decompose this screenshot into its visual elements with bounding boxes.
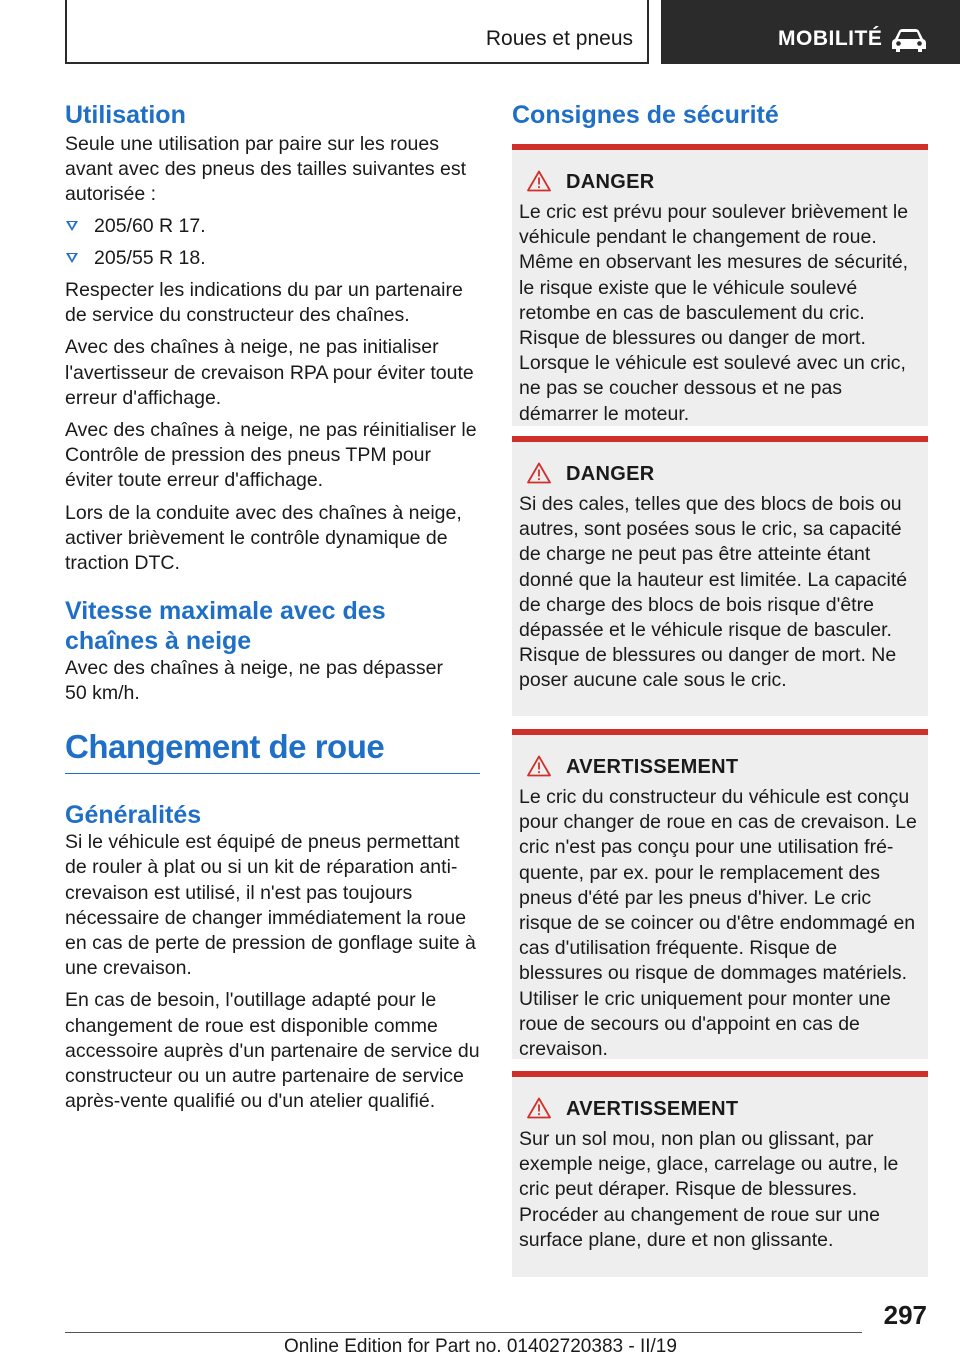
section-title: Roues et pneus bbox=[485, 27, 633, 50]
warning-triangle-icon bbox=[527, 170, 551, 192]
warning-text: Le cric du constructeur du véhicule est conçu pour changer de roue en cas de crevaison. Le cric n'est pas conçu pour une utilisation fréquente, par ex. pour le remplacement des pneus d'été par les pneus d'hiver. Le cric risque de se coincer ou d'être endommagé en cas d'utilisation fréquente. Risque de blessures ou risque de dommages matériels. Utiliser le cric uniquement pour monter une roue de secours ou d'appoint en cas de crevaison. bbox=[519, 786, 917, 1061]
triangle-bullet-icon bbox=[66, 221, 78, 231]
chapter-tab[interactable] bbox=[661, 0, 960, 64]
page-number: 297 bbox=[883, 1300, 927, 1330]
warning-box-avertissement bbox=[512, 1071, 928, 1277]
heading-consignes-securite: Consignes de sécurité bbox=[512, 101, 779, 129]
warning-title: DANGER bbox=[566, 171, 655, 193]
vitesse-line2: 50 km/h. bbox=[65, 682, 140, 705]
list-item-text: 205/60 R 17. bbox=[94, 214, 206, 237]
utilisation-intro: Seule une utilisation par paire sur les roues avant avec des pneus des tailles suivantes est autorisée : bbox=[65, 133, 467, 206]
footer-divider bbox=[65, 1332, 862, 1333]
list-item-text: 205/55 R 18. bbox=[94, 246, 206, 269]
right-column bbox=[512, 100, 928, 130]
paragraph: Avec des chaînes à neige, ne pas initialiser l'avertisseur de crevaison RPA pour éviter toute erreur d'affichage. bbox=[65, 336, 474, 409]
left-column bbox=[65, 100, 480, 1114]
list-item bbox=[65, 246, 480, 271]
warning-title: AVERTISSEMENT bbox=[566, 756, 739, 778]
warning-title: DANGER bbox=[566, 463, 655, 485]
heading-vitesse-line2: chaînes à neige bbox=[65, 627, 252, 656]
heading-utilisation: Utilisation bbox=[65, 101, 186, 129]
warning-triangle-icon bbox=[527, 1097, 551, 1119]
car-icon bbox=[889, 27, 929, 55]
chapter-tab-label: MOBILITÉ bbox=[778, 27, 883, 50]
footer-edition-text: Online Edition for Part no. 01402720383 - II/19 bbox=[284, 1336, 677, 1357]
paragraph: En cas de besoin, l'outillage adapté pour le changement de roue est disponible comme accessoire auprès d'un partenaire de service du constructeur ou un autre partenaire de service après-vente qualifié ou d'un atelier qualifié. bbox=[65, 989, 480, 1113]
warning-box-avertissement bbox=[512, 729, 928, 1059]
triangle-bullet-icon bbox=[66, 253, 78, 263]
list-item bbox=[65, 214, 480, 239]
paragraph: Avec des chaînes à neige, ne pas réinitialiser le Contrôle de pression des pneus TPM pour éviter toute erreur d'affichage. bbox=[65, 419, 477, 492]
vitesse-line1: Avec des chaînes à neige, ne pas dépasser bbox=[65, 657, 443, 680]
warning-box-danger bbox=[512, 436, 928, 716]
warning-text: Le cric est prévu pour soulever brièvement le véhicule pendant le changement de roue. Même en observant les mesures de sécurité, le risque existe que le véhicule soulevé retombe en cas de basculement du cric. Risque de blessures ou danger de mort. Lorsque le véhicule est soulevé avec un cric, ne pas se coucher dessous et ne pas démarrer le moteur. bbox=[519, 201, 909, 425]
warning-text: Si des cales, telles que des blocs de bois ou autres, sont posées sous le cric, sa capacité de charge ne peut pas être atteinte étant donné que la hauteur est limitée. La capacité de charge des blocs de bois risque d'être dépassée et le véhicule risque de basculer. Risque de blessures ou danger de mort. Ne poser aucune cale sous le cric. bbox=[519, 493, 908, 692]
header-section-frame bbox=[65, 0, 649, 64]
warning-triangle-icon bbox=[527, 755, 551, 777]
paragraph: Lors de la conduite avec des chaînes à neige, activer brièvement le contrôle dynamique de traction DTC. bbox=[65, 501, 462, 575]
heading-vitesse-line1: Vitesse maximale avec des bbox=[65, 597, 386, 626]
tire-size-list bbox=[65, 214, 480, 271]
warning-box-danger bbox=[512, 144, 928, 426]
warning-triangle-icon bbox=[527, 462, 551, 484]
paragraph: Si le véhicule est équipé de pneus permettant de rouler à plat ou si un kit de réparation anti-crevaison est utilisé, il n'est pas toujours nécessaire de changer immédiatement la roue en cas de perte de pression de gonflage suite à une crevaison. bbox=[65, 831, 476, 980]
warning-title: AVERTISSEMENT bbox=[566, 1098, 739, 1120]
warning-text: Sur un sol mou, non plan ou glissant, par exemple neige, glace, carrelage ou autre, le cric peut déraper. Risque de blessures. Procéder au changement de roue sur une surface plane, dure et non glissante. bbox=[519, 1128, 899, 1251]
heading-generalites: Généralités bbox=[65, 801, 202, 830]
paragraph: Respecter les indications du par un partenaire de service du constructeur des chaînes. bbox=[65, 279, 463, 327]
heading-changement-de-roue: Changement de roue bbox=[65, 727, 385, 765]
